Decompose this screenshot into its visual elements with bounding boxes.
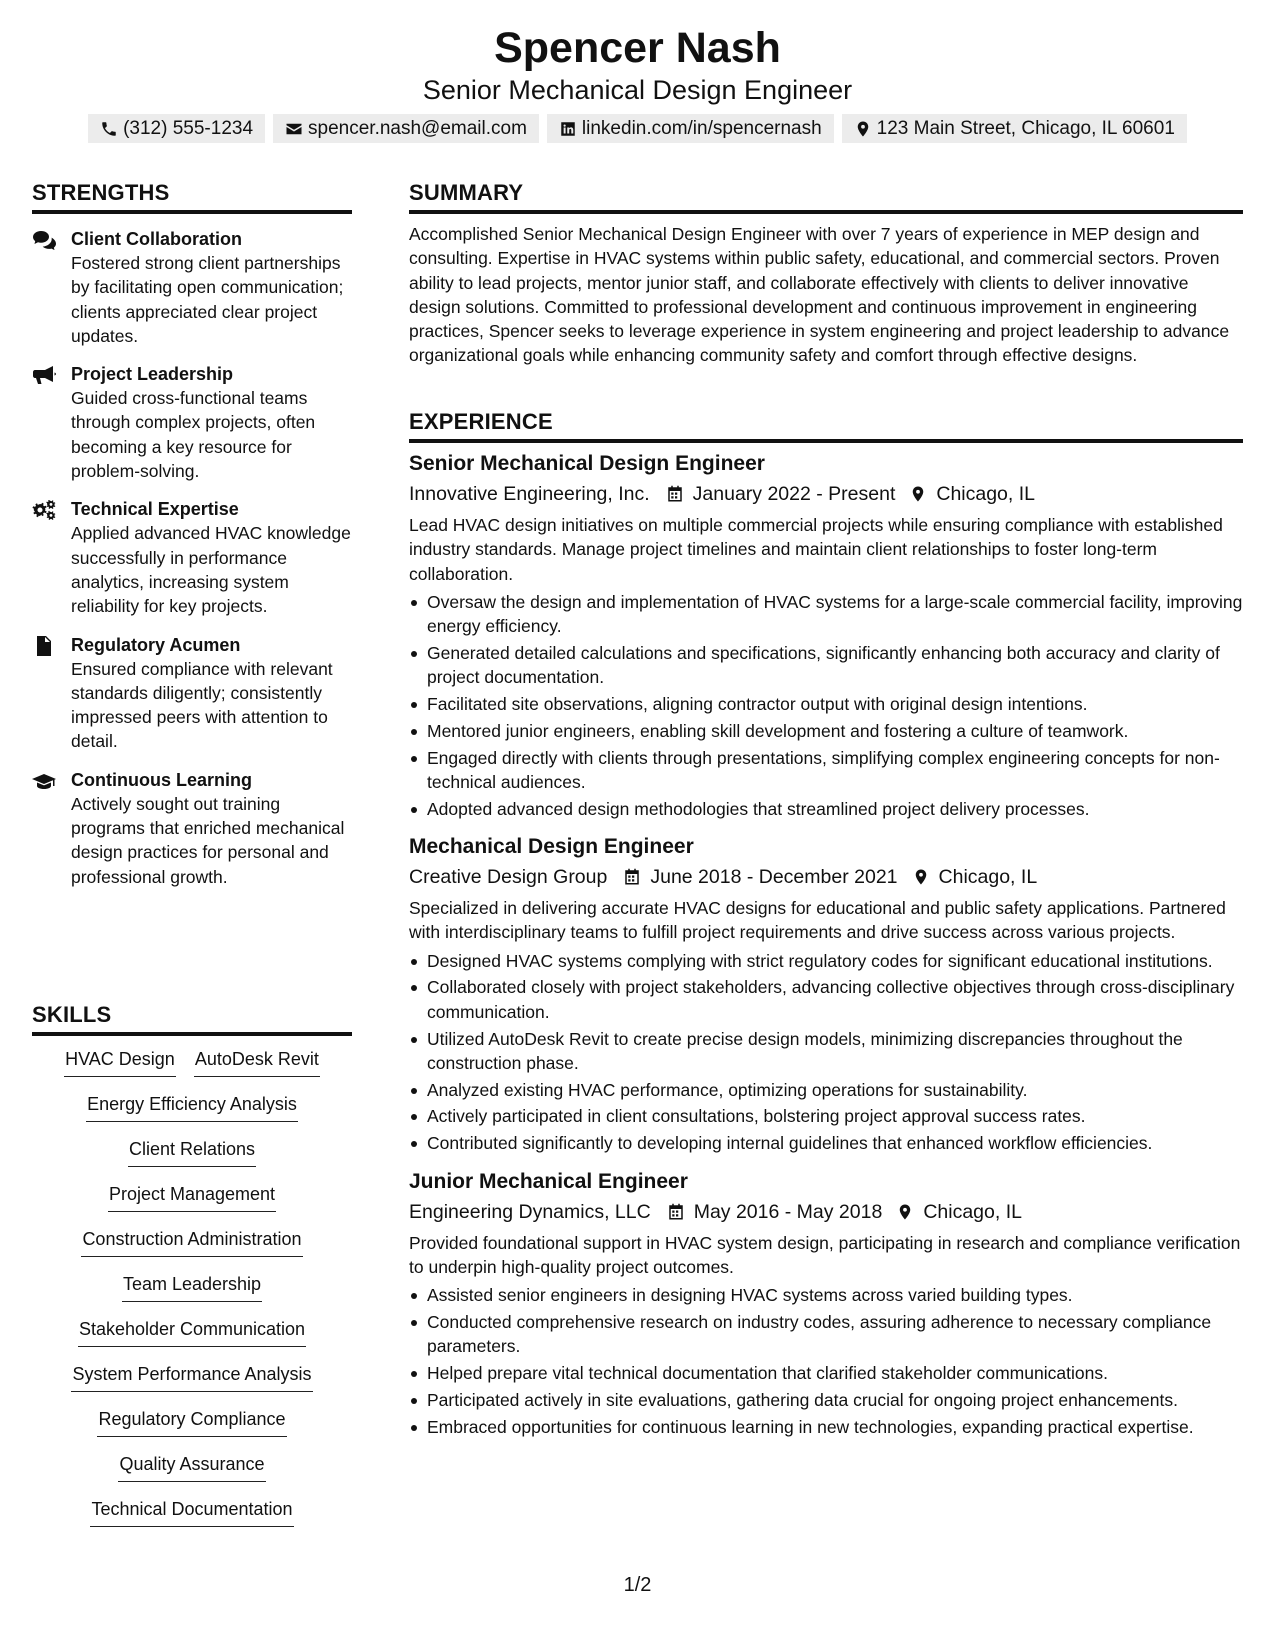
strength-title: Continuous Learning: [71, 769, 252, 790]
skill-row: [32, 1047, 352, 1092]
job-title: Junior Mechanical Engineer: [409, 1169, 688, 1193]
summary-heading: SUMMARY: [409, 180, 1243, 214]
job-bullets: [409, 590, 1243, 821]
calendar-icon: [667, 1203, 685, 1221]
skill-row: [32, 1182, 352, 1227]
job-description: Lead HVAC design initiatives on multiple commercial projects while ensuring compliance with established industry standards. Manage project timelines and maintain client relationships to foster long-term collaboration.: [409, 515, 1223, 584]
bullet-item: Embraced opportunities for continuous learning in new technologies, expanding practical expertise.: [409, 1415, 1243, 1439]
experience-heading: EXPERIENCE: [409, 409, 1243, 443]
bullet-item: Actively participated in client consultations, bolstering project approval success rates.: [409, 1104, 1243, 1128]
strength-item: [32, 633, 352, 754]
bullet-item: Oversaw the design and implementation of HVAC systems for a large-scale commercial facility, improving energy efficiency.: [409, 590, 1243, 639]
gears-icon: [32, 500, 56, 520]
envelope-icon: [285, 120, 303, 138]
job-dates: May 2016 - May 2018: [693, 1200, 883, 1223]
email-text: spencer.nash@email.com: [308, 117, 527, 139]
calendar-icon: [623, 868, 641, 886]
bullet-item: Conducted comprehensive research on industry codes, assuring adherence to necessary compliance parameters.: [409, 1310, 1243, 1359]
job-entry: [409, 1168, 1243, 1439]
job-entry: [409, 450, 1243, 821]
job-meta: [409, 479, 1243, 509]
strength-desc: Ensured compliance with relevant standards diligently; consistently impressed peers with attention to detail.: [71, 658, 333, 752]
job-company: Innovative Engineering, Inc.: [409, 483, 650, 505]
skill-tag: Project Management: [108, 1182, 276, 1212]
contact-linkedin[interactable]: [547, 114, 834, 143]
skill-row: [32, 1092, 352, 1137]
contact-phone[interactable]: [88, 114, 265, 143]
skill-row: [32, 1362, 352, 1407]
strength-desc: Applied advanced HVAC knowledge successfully in performance analytics, increasing system reliability for key projects.: [71, 523, 351, 617]
strengths-heading: STRENGTHS: [32, 180, 352, 214]
strength-item: [32, 362, 352, 483]
contact-bar: [0, 114, 1275, 143]
strength-desc: Fostered strong client partnerships by facilitating open communication; clients appreciated clear project updates.: [71, 253, 344, 346]
job-company: Engineering Dynamics, LLC: [409, 1200, 651, 1223]
bullet-item: Designed HVAC systems complying with strict regulatory codes for significant educational institutions.: [409, 949, 1243, 973]
bullet-item: Engaged directly with clients through presentations, simplifying complex engineering concepts for non-technical audiences.: [409, 746, 1243, 795]
comments-icon: [32, 230, 56, 250]
page-number: 1/2: [623, 1574, 652, 1596]
skill-tag: Energy Efficiency Analysis: [86, 1092, 298, 1122]
skill-tag: Quality Assurance: [118, 1452, 265, 1482]
map-pin-icon: [896, 1203, 914, 1221]
candidate-name: Spencer Nash: [494, 24, 781, 72]
contact-email[interactable]: [273, 114, 539, 143]
experience-list: [409, 450, 1243, 1451]
bullet-item: Participated actively in site evaluations, gathering data crucial for ongoing project enhancements.: [409, 1388, 1243, 1412]
skill-tag: HVAC Design: [64, 1047, 176, 1077]
contact-address: [842, 114, 1187, 143]
bullet-item: Collaborated closely with project stakeholders, advancing collective objectives through cross-disciplinary communication.: [409, 975, 1243, 1024]
skills-list: [32, 1047, 352, 1542]
strength-item: [32, 768, 352, 889]
job-description: Specialized in delivering accurate HVAC designs for educational and public safety applications. Partnered with interdisciplinary teams to fulfill project requirements and drive success across various projects.: [409, 898, 1226, 943]
skills-heading: SKILLS: [32, 1002, 352, 1036]
phone-icon: [100, 120, 118, 138]
skill-tag: Team Leadership: [122, 1272, 262, 1302]
skill-tag: Regulatory Compliance: [97, 1407, 286, 1437]
job-bullets: [409, 949, 1243, 1156]
job-location: Chicago, IL: [936, 483, 1036, 505]
skill-row: [32, 1452, 352, 1497]
job-title: Mechanical Design Engineer: [409, 835, 694, 859]
bullet-item: Helped prepare vital technical documentation that clarified stakeholder communications.: [409, 1361, 1243, 1385]
job-meta: [409, 862, 1243, 892]
bullet-item: Adopted advanced design methodologies that streamlined project delivery processes.: [409, 797, 1243, 821]
job-entry: [409, 833, 1243, 1155]
phone-text: (312) 555-1234: [123, 117, 254, 139]
candidate-title: Senior Mechanical Design Engineer: [422, 75, 853, 105]
bullet-item: Utilized AutoDesk Revit to create precise design models, minimizing discrepancies throughout the construction phase.: [409, 1027, 1243, 1076]
document-icon: [32, 636, 56, 656]
skill-row: [32, 1227, 352, 1272]
strength-title: Project Leadership: [71, 364, 234, 385]
bullet-item: Contributed significantly to developing internal guidelines that enhanced workflow efficiencies.: [409, 1131, 1243, 1155]
skill-row: [32, 1317, 352, 1362]
job-meta: [409, 1197, 1243, 1227]
job-title: Senior Mechanical Design Engineer: [409, 452, 765, 475]
linkedin-text: linkedin.com/in/spencernash: [581, 117, 822, 139]
graduation-cap-icon: [32, 771, 56, 791]
skill-tag: Stakeholder Communication: [78, 1317, 306, 1347]
skill-row: [32, 1272, 352, 1317]
skill-tag: System Performance Analysis: [71, 1362, 312, 1392]
summary-text: Accomplished Senior Mechanical Design Engineer with over 7 years of experience in MEP design and consulting. Expertise in HVAC systems within public safety, educational, and commercial sectors. Proven ability to lead projects, mentor junior staff, and collaborate effectively with clients to deliver innovative design solutions. Committed to professional development and continuous improvement in engineering practices, Spencer seeks to leverage experience in system engineering and project leadership to advance organizational goals while enhancing community safety and comfort through effective designs.: [409, 224, 1230, 366]
bullet-item: Mentored junior engineers, enabling skill development and fostering a culture of teamwork.: [409, 719, 1243, 743]
job-bullets: [409, 1283, 1243, 1439]
skill-row: [32, 1407, 352, 1452]
address-text: 123 Main Street, Chicago, IL 60601: [876, 117, 1175, 139]
bullet-item: Assisted senior engineers in designing HVAC systems across varied building types.: [409, 1283, 1243, 1307]
strengths-list: [32, 227, 352, 903]
map-pin-icon: [854, 120, 872, 138]
strength-title: Client Collaboration: [71, 229, 242, 249]
job-dates: January 2022 - Present: [692, 483, 896, 505]
skill-row: [32, 1497, 352, 1542]
strength-item: [32, 227, 352, 348]
job-company: Creative Design Group: [409, 866, 608, 889]
strength-desc: Guided cross-functional teams through complex projects, often becoming a key resource for problem-solving.: [71, 388, 316, 482]
skill-row: [32, 1137, 352, 1182]
strength-title: Technical Expertise: [71, 499, 239, 520]
job-location: Chicago, IL: [938, 866, 1038, 889]
strength-title: Regulatory Acumen: [71, 634, 241, 655]
strength-item: [32, 497, 352, 618]
map-pin-icon: [909, 485, 927, 503]
skill-tag: Technical Documentation: [90, 1497, 293, 1527]
map-pin-icon: [912, 868, 930, 886]
linkedin-icon: [559, 120, 577, 138]
skill-tag: Client Relations: [128, 1137, 256, 1167]
strength-desc: Actively sought out training programs that enriched mechanical design practices for personal and professional growth.: [71, 793, 345, 887]
megaphone-icon: [32, 365, 56, 385]
bullet-item: Analyzed existing HVAC performance, optimizing operations for sustainability.: [409, 1078, 1243, 1102]
job-location: Chicago, IL: [923, 1200, 1022, 1223]
job-description: Provided foundational support in HVAC system design, participating in research and compliance verification to underpin high-quality project outcomes.: [409, 1232, 1241, 1277]
bullet-item: Generated detailed calculations and specifications, significantly enhancing both accuracy and clarity of project documentation.: [409, 641, 1243, 690]
calendar-icon: [666, 485, 684, 503]
skill-tag: Construction Administration: [81, 1227, 302, 1257]
bullet-item: Facilitated site observations, aligning contractor output with original design intentions.: [409, 692, 1243, 716]
skill-tag: AutoDesk Revit: [194, 1047, 320, 1077]
job-dates: June 2018 - December 2021: [650, 866, 898, 889]
